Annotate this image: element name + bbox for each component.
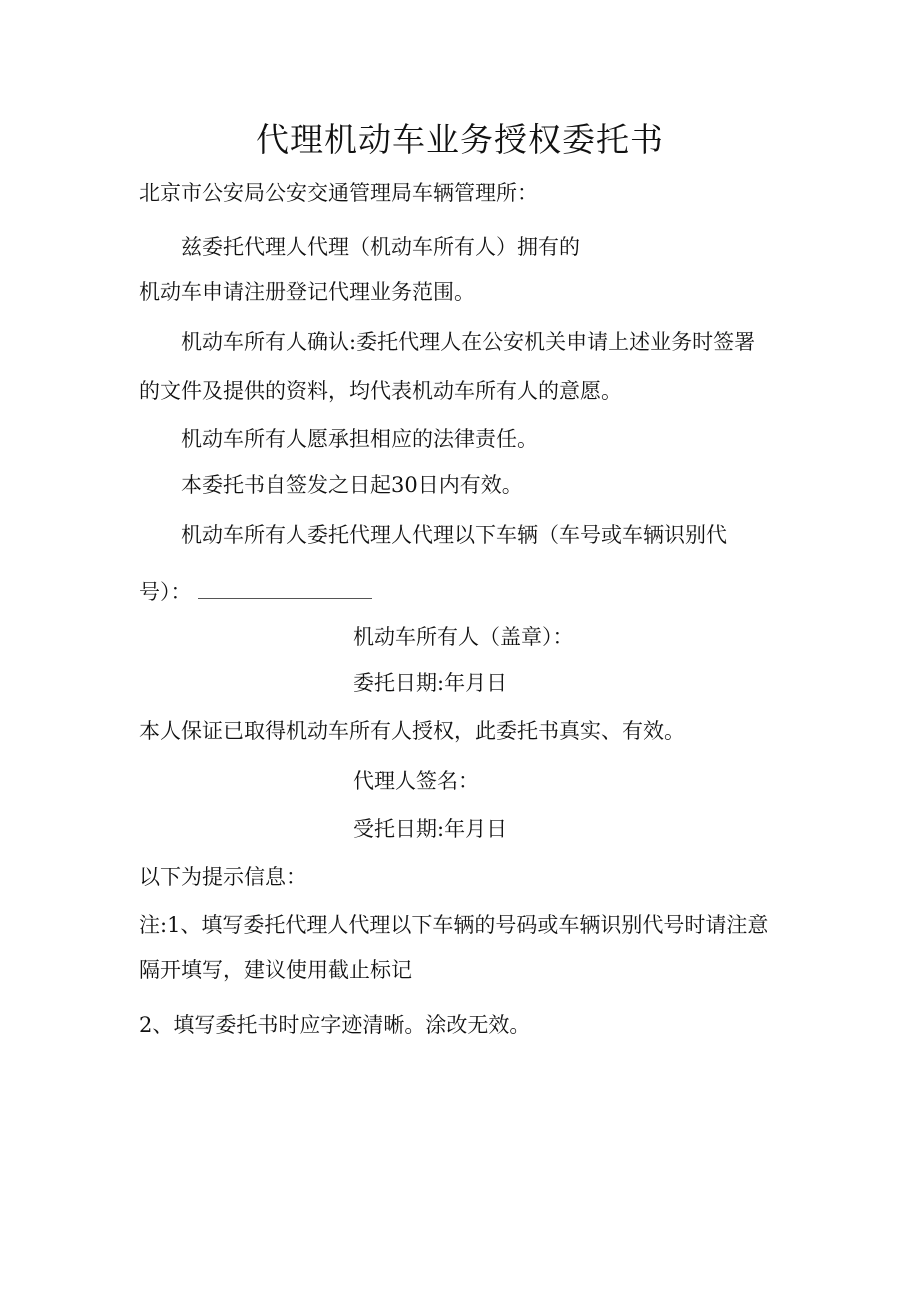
vehicle-id-label: 号）： xyxy=(139,580,192,604)
note-1-line-2: 隔开填写，建议使用截止标记 xyxy=(139,958,412,982)
entrust-date-label: 委托日期:年月日 xyxy=(353,671,508,695)
vehicle-id-blank-line xyxy=(198,580,372,599)
agent-sign-label: 代理人签名： xyxy=(353,769,479,793)
owner-seal-label: 机动车所有人（盖章）： xyxy=(353,625,574,649)
paragraph-4: 本委托书自签发之日起30日内有效。 xyxy=(181,473,523,497)
paragraph-2-line-1: 机动车所有人确认:委托代理人在公安机关申请上述业务时签署 xyxy=(181,330,756,354)
addressee: 北京市公安局公安交通管理局车辆管理所： xyxy=(139,181,538,205)
paragraph-1-line-1: 兹委托代理人代理（机动车所有人）拥有的 xyxy=(181,235,580,259)
paragraph-5-line-1: 机动车所有人委托代理人代理以下车辆（车号或车辆识别代 xyxy=(181,523,727,547)
note-2: 2、填写委托书时应字迹清晰。涂改无效。 xyxy=(139,1013,531,1037)
accept-date-label: 受托日期:年月日 xyxy=(353,817,508,841)
paragraph-5-line-2 xyxy=(139,577,372,607)
notes-heading: 以下为提示信息： xyxy=(139,865,307,889)
note-1-line-1: 注:1、填写委托代理人代理以下车辆的号码或车辆识别代号时请注意 xyxy=(139,913,769,937)
paragraph-3: 机动车所有人愿承担相应的法律责任。 xyxy=(181,427,538,451)
paragraph-1-line-2: 机动车申请注册登记代理业务范围。 xyxy=(139,280,475,304)
paragraph-2-line-2: 的文件及提供的资料，均代表机动车所有人的意愿。 xyxy=(139,379,622,403)
guarantee-statement: 本人保证已取得机动车所有人授权，此委托书真实、有效。 xyxy=(139,719,685,743)
document-title: 代理机动车业务授权委托书 xyxy=(256,120,664,159)
